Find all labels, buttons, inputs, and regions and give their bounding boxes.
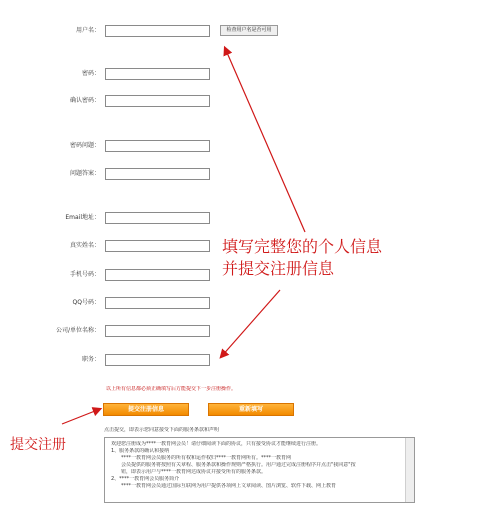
- annotation-submit-registration: 提交注册: [10, 437, 66, 453]
- annotation-submit-info: 并提交注册信息: [222, 259, 335, 278]
- reset-form-button[interactable]: 重新填写: [208, 403, 294, 416]
- security-answer-label: 问题答案：: [69, 170, 100, 177]
- terms-line: 钮，即表示用户与****一教育网达成协议并接受所有的服务条款。: [121, 469, 267, 475]
- confirm-password-label: 确认密码：: [69, 97, 100, 104]
- password-label: 密码：: [81, 70, 100, 77]
- job-title-label: 职务：: [81, 356, 100, 363]
- real-name-label: 真实姓名：: [69, 242, 100, 249]
- submit-registration-button[interactable]: 提交注册信息: [103, 403, 189, 416]
- terms-line: 会员提供的服务将按照有关章程、服务条款和操作规则严格执行。用户通过完成注册程序并点击"我同意"按: [121, 462, 356, 468]
- mobile-label: 手机号码：: [69, 271, 100, 278]
- arrow-to-submit: [62, 409, 100, 424]
- company-label: 公司/单位名称：: [55, 327, 100, 334]
- qq-label: QQ号码：: [72, 299, 100, 306]
- security-question-label: 密码问题：: [69, 142, 100, 149]
- required-notice: 以上所有信息都必须正确填写后方能提交下一步注册操作。: [106, 386, 237, 392]
- email-label: Email地址：: [65, 214, 100, 221]
- check-username-button[interactable]: 检查用户名是否可用: [220, 25, 278, 36]
- terms-line: ****一教育网会员服务的所有权和运作权归****一教育网所有。****一教育网: [121, 455, 292, 461]
- arrow-to-job-title: [221, 290, 280, 357]
- terms-intro: 点击提交，即表示您同意接受下面的服务条款和声明: [104, 427, 220, 433]
- terms-line: 1、服务条款的确认和接纳: [111, 448, 170, 454]
- arrow-to-username: [225, 48, 305, 232]
- terms-line: 欢迎您注册成为****一教育网会员！请仔细阅读下面的协议，只有接受协议才能继续进行注册。: [111, 441, 322, 447]
- terms-line: ****一教育网会员通过国际互联网为用户提供各项网上文章阅读、图片浏览、软件下载、网上教育: [121, 483, 337, 489]
- username-label: 用户名：: [75, 27, 100, 34]
- annotation-fill-info: 填写完整您的个人信息: [222, 237, 383, 256]
- terms-line: 2、****一教育网会员服务简介: [111, 476, 180, 482]
